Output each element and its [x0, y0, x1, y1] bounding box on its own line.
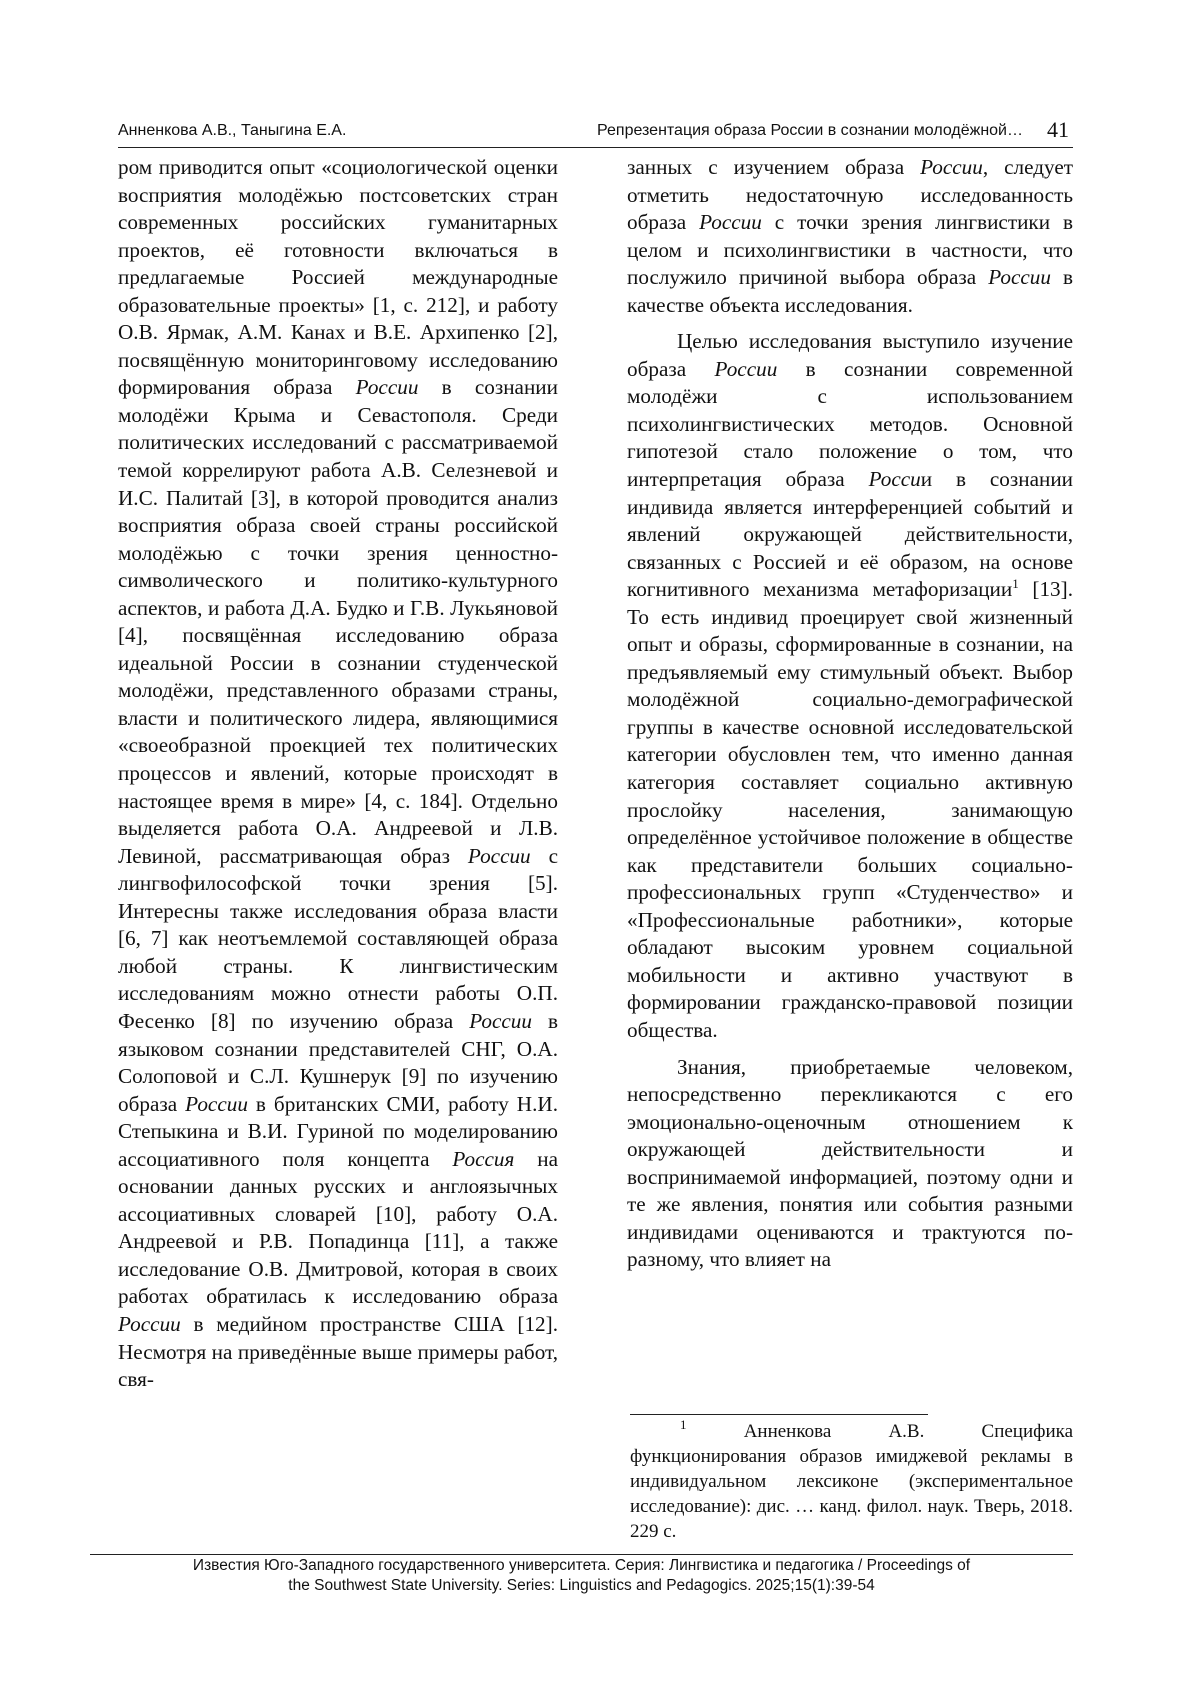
right-column [627, 154, 1073, 1274]
footnote [630, 1419, 1073, 1544]
running-header [118, 117, 1073, 148]
journal-footer [90, 1556, 1073, 1596]
footnote-reference[interactable]: 1 [1012, 576, 1019, 592]
left-column [118, 154, 558, 1394]
right-paragraph-1: занных с изучением образа России, следует отметить недостаточную исследованность образа России с точки зрения лингвистики в целом и психолингвистики в частности, что послужило причиной выбора образа России в качестве объекта исследования. [627, 155, 1073, 317]
footer-line-1: Известия Юго-Западного государственного университета. Серия: Лингвистика и педагогика / Proceedings of [192, 1557, 971, 1574]
footer-line-2: the Southwest State University. Series: Linguistics and Pedagogics. 2025;15(1):39-54 [288, 1577, 875, 1594]
left-paragraph-1: ром приводится опыт «социологической оценки восприятия молодёжью постсоветских стран современных российских гуманитарных проектов, её готовности включаться в предлагаемые Россией международные образовательные проекты» [1, с. 212], и работу О.В. Ярмак, А.М. Канах и В.Е. Архипенко [2], посвящённую мониторинговому исследованию формирования образа России в сознании молодёжи Крыма и Севастополя. Среди политических исследований с рассматриваемой темой коррелируют работа А.В. Селезневой и И.С. Палитай [3], в которой проводится анализ восприятия образа своей страны российской молодёжью с точки зрения ценностно-символического и политико-культурного аспектов, и работа Д.А. Будко и Г.В. Лукьяновой [4], посвящённая исследованию образа идеальной России в сознании студенческой молодёжи, представленного образами страны, власти и политического лидера, являющимися «своеобразной проекцией тех политических процессов и явлений, которые происходят в настоящее время в мире» [4, с. 184]. Отдельно выделяется работа О.А. Андреевой и Л.В. Левиной, рассматривающая образ России с лингвофилософской точки зрения [5]. Интересны также исследования образа власти [6, 7] как неотъемлемой составляющей образа любой страны. К лингвистическим исследованиям можно отнести работы О.П. Фесенко [8] по изучению образа России в языковом сознании представителей СНГ, О.А. Солоповой и С.Л. Кушнерук [9] по изучению образа России в британских СМИ, работу Н.И. Степыкина и В.И. Гуриной по моделированию ассоциативного поля концепта Россия на основании данных русских и англоязычных ассоциативных словарей [10], работу О.А. Андреевой и Р.В. Попадинца [11], а также исследование О.В. Дмитровой, которая в своих работах обратилась к исследованию образа России в медийном пространстве США [12]. Несмотря на приведённые выше примеры работ, свя- [118, 155, 558, 1392]
footnote-divider [630, 1414, 928, 1415]
footnote-mark: 1 [680, 1417, 687, 1432]
footer-divider [90, 1554, 1073, 1555]
right-paragraph-3: Знания, приобретаемые человеком, непосредственно перекликаются с его эмоционально-оценочным отношением к окружающей действительности и воспринимаемой информацией, поэтому одни и те же явления, понятия или события разными индивидами оцениваются и трактуются по-разному, что влияет на [627, 1054, 1073, 1272]
page-number: 41 [1047, 117, 1069, 142]
right-paragraph-2: Целью исследования выступило изучение образа России в сознании современной молодёжи с использованием психолингвистических методов. Основной гипотезой стало положение о том, что интерпретация образа России в сознании индивида является интерференцией событий и явлений окружающей действительности, связанных с Россией и её образом, на основе когнитивного механизма метафоризации$^1$ [13]. То есть индивид проецирует свой жизненный опыт и образы, сформированные в сознании, на предъявляемый ему стимульный объект. Выбор молодёжной социально-демографической группы в качестве основной исследовательской категории обусловлен тем, что именно данная категория составляет социально активную прослойку населения, занимающую определённое устойчивое положение в обществе как представители больших социально-профессиональных групп «Студенчество» и «Профессиональные работники», которые обладают высоким уровнем социальной мобильности и активно участвуют в формировании гражданско-правовой позиции общества. [627, 329, 1073, 1042]
header-article-title: Репрезентация образа России в сознании молодёжной… [597, 122, 1023, 139]
footnote-text: Анненкова А.В. Специфика функционирования образов имиджевой рекламы в индивидуальном лексиконе (экспериментальное исследование): дис. … канд. филол. наук. Тверь, 2018. 229 с. [630, 1421, 1073, 1542]
header-authors: Анненкова А.В., Таныгина Е.А. [118, 122, 347, 139]
